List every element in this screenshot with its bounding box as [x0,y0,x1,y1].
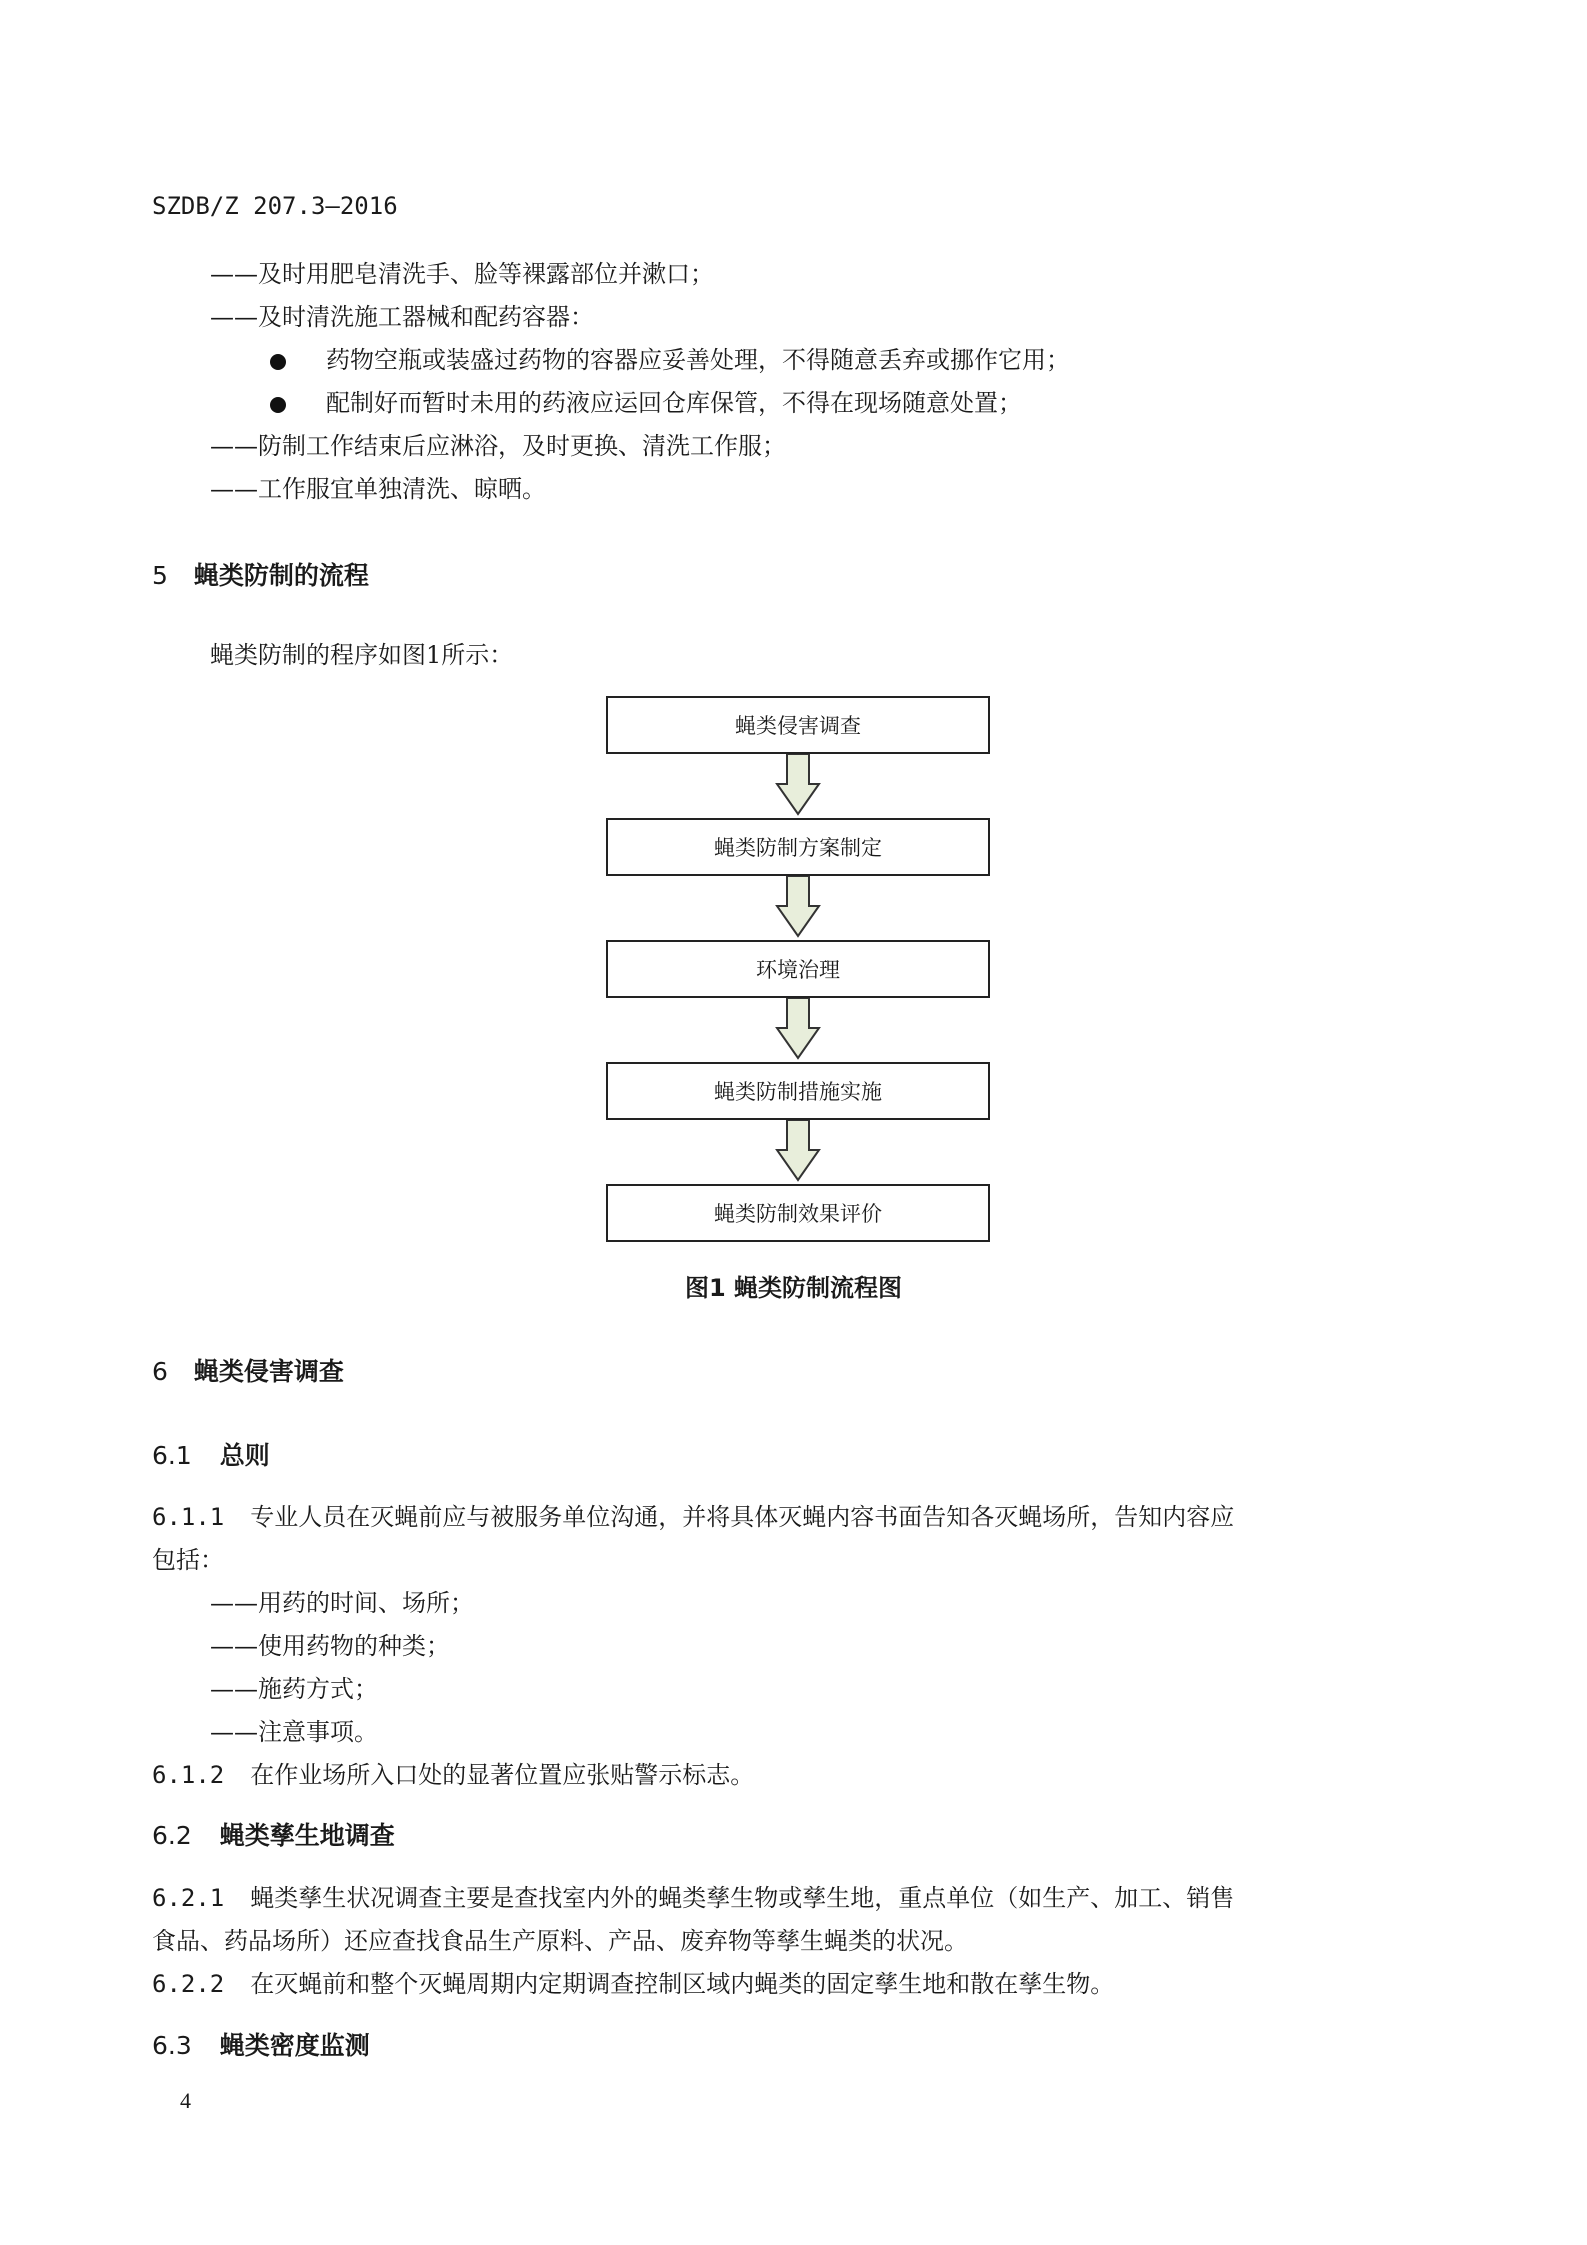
flow-step: 蝇类防制措施实施 [606,1062,990,1120]
clause-text: 蝇类孳生状况调查主要是查找室内外的蝇类孳生物或孳生地，重点单位（如生产、加工、销售 [250,1884,1235,1912]
list-item: ——用药的时间、场所； [210,1589,474,1617]
clause-text: 专业人员在灭蝇前应与被服务单位沟通，并将具体灭蝇内容书面告知各灭蝇场所，告知内容应 [250,1503,1235,1531]
section-6-heading [152,1352,344,1388]
bullet-text: 配制好而暂时未用的药液应运回仓库保管，不得在现场随意处置； [326,389,1022,417]
clause-6-2-2 [152,1963,1114,2006]
document-code-header: SZDB/Z 207.3—2016 [152,192,398,220]
clause-6-1-2 [152,1754,754,1797]
section-number: 6.2 [152,1821,192,1850]
page-number: 4 [180,2088,191,2113]
clause-text-continued: 包括： [152,1546,224,1574]
clause-number: 6.2.1 [152,1884,225,1912]
down-arrow-icon [775,1120,821,1184]
section-title: 总则 [219,1441,270,1470]
list-item: ——防制工作结束后应淋浴，及时更换、清洗工作服； [210,432,786,460]
flow-step: 环境治理 [606,940,990,998]
bullet-icon [270,397,286,413]
subsection-6-3-heading [152,2026,370,2062]
section-number: 6.1 [152,1441,192,1470]
clause-text: 在灭蝇前和整个灭蝇周期内定期调查控制区域内蝇类的固定孳生地和散在孳生物。 [250,1970,1115,1998]
list-item: ——使用药物的种类； [210,1632,450,1660]
clause-number: 6.1.2 [152,1761,225,1789]
section-title: 蝇类孳生地调查 [219,1821,395,1850]
list-item: ——施药方式； [210,1675,378,1703]
clause-number: 6.1.1 [152,1503,225,1531]
subsection-6-1-heading [152,1436,270,1472]
down-arrow-icon [775,754,821,818]
section-title: 蝇类侵害调查 [193,1357,344,1386]
section-number: 6 [152,1357,168,1386]
figure-caption: 图1 蝇类防制流程图 [684,1274,903,1302]
bullet-icon [270,354,286,370]
down-arrow-icon [775,998,821,1062]
flow-step: 蝇类防制效果评价 [606,1184,990,1242]
down-arrow-icon [775,876,821,940]
clause-6-2-1 [152,1877,1234,1920]
section-number: 5 [152,561,168,590]
bullet-item [270,382,1022,425]
clause-6-1-1 [152,1496,1234,1539]
clause-text: 在作业场所入口处的显著位置应张贴警示标志。 [250,1761,755,1789]
clause-number: 6.2.2 [152,1970,225,1998]
bullet-text: 药物空瓶或装盛过药物的容器应妥善处理，不得随意丢弃或挪作它用； [326,346,1070,374]
section-5-intro: 蝇类防制的程序如图1所示： [210,641,514,669]
flow-step: 蝇类防制方案制定 [606,818,990,876]
list-item: ——工作服宜单独清洗、晾晒。 [210,475,546,503]
section-title: 蝇类防制的流程 [193,561,369,590]
list-item: ——及时用肥皂清洗手、脸等裸露部位并漱口； [210,260,714,288]
section-number: 6.3 [152,2031,192,2060]
section-title: 蝇类密度监测 [219,2031,370,2060]
list-item: ——及时清洗施工器械和配药容器： [210,303,594,331]
bullet-item [270,339,1070,382]
list-item: ——注意事项。 [210,1718,378,1746]
subsection-6-2-heading [152,1816,395,1852]
flow-step: 蝇类侵害调查 [606,696,990,754]
section-5-heading [152,556,369,592]
clause-text-continued: 食品、药品场所）还应查找食品生产原料、产品、废弃物等孳生蝇类的状况。 [152,1927,968,1955]
